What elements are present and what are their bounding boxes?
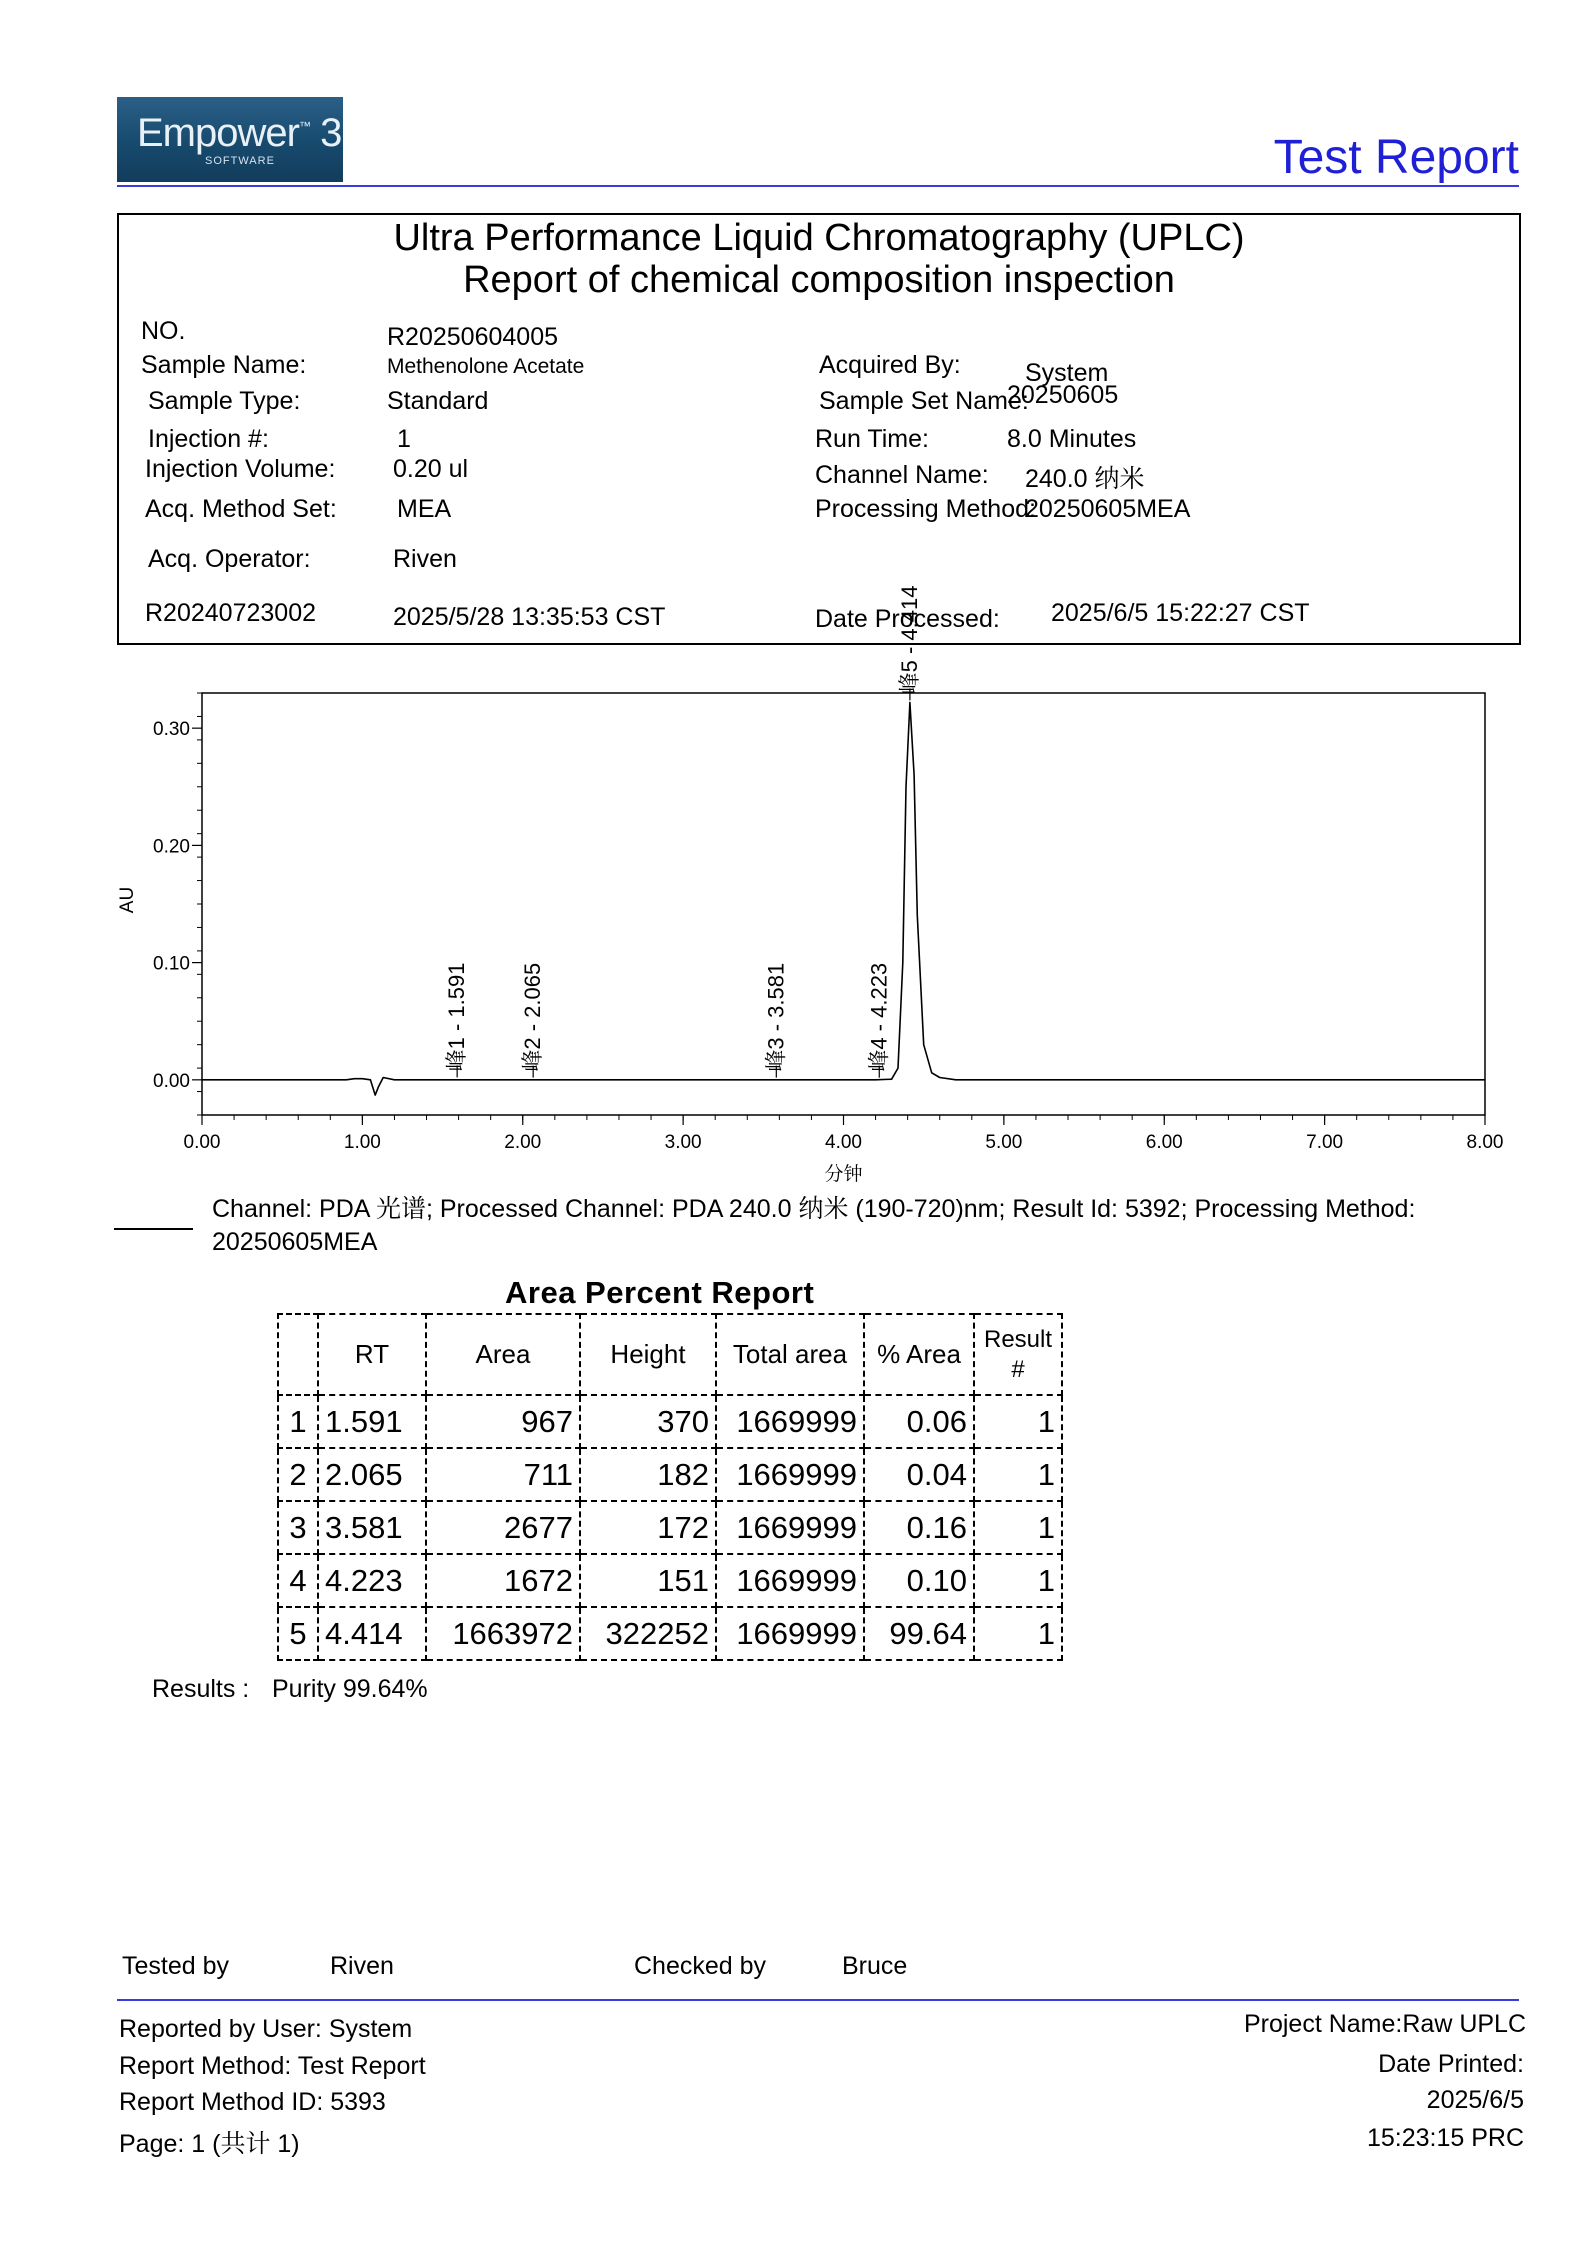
y-tick-label: 0.20 bbox=[153, 836, 190, 858]
col-header-total-area: Total area bbox=[716, 1314, 864, 1395]
project-name: Project Name:Raw UPLC bbox=[1243, 2010, 1526, 2038]
results-value: Purity 99.64% bbox=[272, 1675, 428, 1703]
y-tick-label: 0.10 bbox=[153, 953, 190, 975]
cell-pct-area: 0.04 bbox=[864, 1448, 974, 1501]
sample-type-value: Standard bbox=[387, 387, 489, 415]
page-number: Page: 1 (共计 1) bbox=[119, 2130, 300, 2158]
peak-label-4: 峰4 - 4.223 bbox=[866, 962, 892, 1072]
sample-type-label: Sample Type: bbox=[148, 387, 301, 415]
cell-area: 967 bbox=[426, 1395, 580, 1448]
checked-by-label: Checked by bbox=[634, 1952, 767, 1980]
cell-result: 1 bbox=[974, 1607, 1062, 1660]
batch-id: R20240723002 bbox=[145, 599, 316, 627]
date-printed-label: Date Printed: bbox=[1378, 2050, 1524, 2078]
cell-row-index: 5 bbox=[278, 1607, 318, 1660]
col-header-area: Area bbox=[426, 1314, 580, 1395]
processing-method-value: 20250605MEA bbox=[1025, 495, 1191, 523]
sample-name-value: Methenolone Acetate bbox=[387, 355, 585, 378]
col-header-pct-area: % Area bbox=[864, 1314, 974, 1395]
cell-row-index: 1 bbox=[278, 1395, 318, 1448]
sample-set-label: Sample Set Name: bbox=[819, 387, 1029, 415]
cell-row-index: 2 bbox=[278, 1448, 318, 1501]
cell-total-area: 1669999 bbox=[716, 1448, 864, 1501]
table-header-row bbox=[278, 1314, 1062, 1395]
cell-area: 1672 bbox=[426, 1554, 580, 1607]
acq-method-label: Acq. Method Set: bbox=[145, 495, 337, 523]
x-tick-label: 3.00 bbox=[664, 1132, 702, 1153]
peak-label-1: 峰1 - 1.591 bbox=[444, 962, 470, 1072]
cell-row-index: 3 bbox=[278, 1501, 318, 1554]
cell-total-area: 1669999 bbox=[716, 1607, 864, 1660]
cell-height: 182 bbox=[580, 1448, 716, 1501]
acquired-date: 2025/5/28 13:35:53 CST bbox=[393, 603, 666, 631]
acq-method-value: MEA bbox=[397, 495, 452, 523]
logo-text: Empower bbox=[137, 111, 299, 155]
results-label: Results : bbox=[152, 1675, 250, 1703]
x-tick-label: 5.00 bbox=[985, 1132, 1023, 1153]
injection-no-label: Injection #: bbox=[148, 425, 269, 453]
no-label: NO. bbox=[141, 317, 186, 345]
cell-pct-area: 0.06 bbox=[864, 1395, 974, 1448]
cell-total-area: 1669999 bbox=[716, 1501, 864, 1554]
date-printed-date: 2025/6/5 bbox=[1426, 2086, 1524, 2114]
footer-rule bbox=[117, 1999, 1519, 2001]
report-method: Report Method: Test Report bbox=[119, 2052, 426, 2080]
table-row bbox=[278, 1607, 1062, 1660]
channel-name-label: Channel Name: bbox=[815, 461, 989, 489]
plot-frame bbox=[202, 693, 1485, 1115]
cell-result: 1 bbox=[974, 1501, 1062, 1554]
cell-height: 322252 bbox=[580, 1607, 716, 1660]
legend-swatch bbox=[114, 1228, 193, 1230]
run-time-value: 8.0 Minutes bbox=[1007, 425, 1137, 453]
col-header-index bbox=[278, 1314, 318, 1395]
date-printed-time: 15:23:15 PRC bbox=[1366, 2124, 1524, 2152]
cell-result: 1 bbox=[974, 1395, 1062, 1448]
cell-area: 711 bbox=[426, 1448, 580, 1501]
main-title-line1: Ultra Performance Liquid Chromatography (UPLC) bbox=[393, 217, 1245, 259]
table-row bbox=[278, 1395, 1062, 1448]
report-title: Test Report bbox=[1273, 131, 1519, 184]
acquired-by-value: System bbox=[1025, 359, 1109, 387]
run-time-label: Run Time: bbox=[815, 425, 929, 453]
cell-pct-area: 0.16 bbox=[864, 1501, 974, 1554]
chromatogram-trace bbox=[202, 702, 1485, 1095]
main-title-line2: Report of chemical composition inspection bbox=[463, 259, 1175, 301]
table-row bbox=[278, 1554, 1062, 1607]
injection-volume-value: 0.20 ul bbox=[393, 455, 469, 483]
cell-rt: 4.414 bbox=[318, 1607, 426, 1660]
injection-volume-label: Injection Volume: bbox=[145, 455, 336, 483]
table-row bbox=[278, 1448, 1062, 1501]
cell-height: 151 bbox=[580, 1554, 716, 1607]
x-axis-label: 分钟 bbox=[824, 1164, 863, 1185]
tested-by-value: Riven bbox=[330, 1952, 394, 1980]
acq-operator-value: Riven bbox=[393, 545, 457, 573]
table-title: Area Percent Report bbox=[505, 1275, 815, 1310]
cell-rt: 2.065 bbox=[318, 1448, 426, 1501]
acq-operator-label: Acq. Operator: bbox=[148, 545, 311, 573]
y-tick-label: 0.00 bbox=[153, 1070, 190, 1092]
cell-rt: 4.223 bbox=[318, 1554, 426, 1607]
x-tick-label: 1.00 bbox=[343, 1132, 381, 1153]
col-header-result: Result # bbox=[974, 1314, 1062, 1395]
cell-total-area: 1669999 bbox=[716, 1395, 864, 1448]
peak-label-5: 峰5 - 4.414 bbox=[896, 585, 922, 695]
processing-method-label: Processing Method: bbox=[815, 495, 1036, 523]
y-tick-label: 0.30 bbox=[153, 719, 190, 741]
cell-row-index: 4 bbox=[278, 1554, 318, 1607]
cell-pct-area: 99.64 bbox=[864, 1607, 974, 1660]
cell-result: 1 bbox=[974, 1554, 1062, 1607]
sample-set-value: 20250605 bbox=[1007, 381, 1119, 409]
sample-name-label: Sample Name: bbox=[141, 351, 307, 379]
cell-area: 1663972 bbox=[426, 1607, 580, 1660]
cell-rt: 1.591 bbox=[318, 1395, 426, 1448]
cell-height: 172 bbox=[580, 1501, 716, 1554]
acquired-by-label: Acquired By: bbox=[819, 351, 961, 379]
injection-no-value: 1 bbox=[397, 425, 411, 453]
y-axis-label: AU bbox=[117, 886, 138, 914]
channel-legend: Channel: PDA 光谱; Processed Channel: PDA 240.0 纳米 (190-720)nm; Result Id: 5392; Processing Method: 20250605MEA bbox=[212, 1195, 1416, 1256]
tested-by-label: Tested by bbox=[122, 1952, 230, 1980]
cell-rt: 3.581 bbox=[318, 1501, 426, 1554]
peak-label-3: 峰3 - 3.581 bbox=[763, 962, 789, 1072]
date-processed-value: 2025/6/5 15:22:27 CST bbox=[1051, 599, 1310, 627]
x-tick-label: 6.00 bbox=[1145, 1132, 1183, 1153]
table-row bbox=[278, 1501, 1062, 1554]
x-tick-label: 7.00 bbox=[1306, 1132, 1344, 1153]
area-percent-table bbox=[277, 1313, 1063, 1661]
logo-subtitle: SOFTWARE bbox=[205, 155, 275, 167]
date-processed-label: Date Processed: bbox=[815, 605, 1000, 633]
cell-area: 2677 bbox=[426, 1501, 580, 1554]
x-tick-label: 2.00 bbox=[504, 1132, 542, 1153]
no-value: R20250604005 bbox=[387, 323, 558, 351]
channel-name-value: 240.0 纳米 bbox=[1025, 465, 1145, 493]
peak-label-2: 峰2 - 2.065 bbox=[520, 962, 546, 1072]
checked-by-value: Bruce bbox=[842, 1952, 908, 1980]
logo-version: 3 bbox=[320, 111, 342, 155]
cell-result: 1 bbox=[974, 1448, 1062, 1501]
report-method-id: Report Method ID: 5393 bbox=[119, 2088, 386, 2116]
col-header-height: Height bbox=[580, 1314, 716, 1395]
cell-pct-area: 0.10 bbox=[864, 1554, 974, 1607]
cell-total-area: 1669999 bbox=[716, 1554, 864, 1607]
cell-height: 370 bbox=[580, 1395, 716, 1448]
reported-by: Reported by User: System bbox=[119, 2015, 413, 2043]
logo-trademark: ™ bbox=[298, 119, 310, 133]
x-tick-label: 8.00 bbox=[1466, 1132, 1504, 1153]
x-tick-label: 0.00 bbox=[183, 1132, 221, 1153]
col-header-rt: RT bbox=[318, 1314, 426, 1395]
x-tick-label: 4.00 bbox=[825, 1132, 862, 1153]
